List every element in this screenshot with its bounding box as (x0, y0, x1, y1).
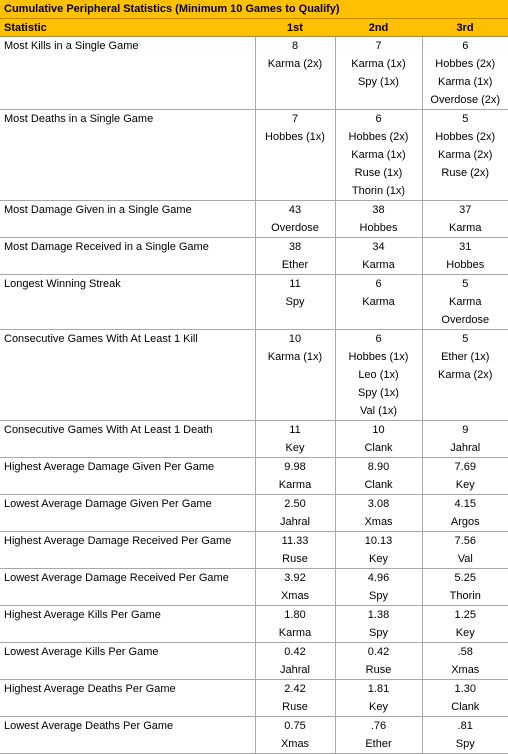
table-row (0, 110, 508, 201)
rank-first-cell (255, 330, 335, 421)
rank-third-cell (422, 238, 508, 275)
player-name: Key (336, 550, 422, 568)
rank-first-cell (255, 717, 335, 754)
stat-value: 8.90 (336, 458, 422, 476)
player-name: Clank (336, 439, 422, 457)
table-row (0, 37, 508, 110)
stat-value: 6 (336, 330, 422, 348)
player-name: Xmas (256, 587, 335, 605)
rank-second-cell (335, 495, 422, 532)
rank-first-cell (255, 532, 335, 569)
rank-second-cell (335, 275, 422, 330)
stat-value: 34 (336, 238, 422, 256)
rank-second-cell (335, 569, 422, 606)
rank-third-cell (422, 330, 508, 421)
header-3rd: 3rd (422, 19, 508, 37)
player-name: Karma (256, 476, 335, 494)
statistic-label: Most Deaths in a Single Game (0, 110, 255, 201)
stat-value: 0.42 (336, 643, 422, 661)
rank-first-cell (255, 606, 335, 643)
stat-value: 5 (423, 110, 508, 128)
player-name: Val (423, 550, 508, 568)
rank-second-cell (335, 330, 422, 421)
stat-value: .81 (423, 717, 508, 735)
rank-second-cell (335, 37, 422, 110)
rank-third-cell (422, 275, 508, 330)
rank-second-cell (335, 201, 422, 238)
player-name: Spy (336, 587, 422, 605)
player-name: Spy (256, 293, 335, 311)
rank-third-cell (422, 201, 508, 238)
stat-value: 7.56 (423, 532, 508, 550)
rank-first-cell (255, 680, 335, 717)
table-header (0, 19, 508, 37)
stat-value: 4.96 (336, 569, 422, 587)
stat-value: 6 (423, 37, 508, 55)
rank-second-cell (335, 680, 422, 717)
player-name: Spy (336, 624, 422, 642)
rank-third-cell (422, 606, 508, 643)
player-name: Spy (1x) (336, 73, 422, 91)
statistic-label: Longest Winning Streak (0, 275, 255, 330)
rank-second-cell (335, 532, 422, 569)
stat-value: .76 (336, 717, 422, 735)
rank-third-cell (422, 717, 508, 754)
rank-second-cell (335, 643, 422, 680)
stat-value: 1.80 (256, 606, 335, 624)
player-name: Key (336, 698, 422, 716)
player-name: Hobbes (1x) (256, 128, 335, 146)
stat-value: 11 (256, 421, 335, 439)
player-name: Ruse (256, 698, 335, 716)
stat-value: 3.92 (256, 569, 335, 587)
player-name: Hobbes (2x) (336, 128, 422, 146)
rank-third-cell (422, 110, 508, 201)
rank-first-cell (255, 495, 335, 532)
table-row (0, 458, 508, 495)
stat-value: 38 (256, 238, 335, 256)
stat-value: 4.15 (423, 495, 508, 513)
stats-table (0, 19, 508, 754)
player-name: Ruse (1x) (336, 164, 422, 182)
statistic-label: Most Kills in a Single Game (0, 37, 255, 110)
player-name: Hobbes (423, 256, 508, 274)
rank-first-cell (255, 421, 335, 458)
player-name: Xmas (423, 661, 508, 679)
stat-value: 5 (423, 275, 508, 293)
player-name: Karma (1x) (336, 55, 422, 73)
player-name: Overdose (2x) (423, 91, 508, 109)
rank-second-cell (335, 606, 422, 643)
player-name: Jahral (256, 513, 335, 531)
stat-value: 1.81 (336, 680, 422, 698)
header-1st: 1st (255, 19, 335, 37)
stat-value: 2.50 (256, 495, 335, 513)
player-name: Jahral (423, 439, 508, 457)
player-name: Hobbes (2x) (423, 128, 508, 146)
player-name: Ether (256, 256, 335, 274)
stat-value: 11.33 (256, 532, 335, 550)
rank-first-cell (255, 643, 335, 680)
player-name: Karma (1x) (336, 146, 422, 164)
player-name: Leo (1x) (336, 366, 422, 384)
rank-first-cell (255, 458, 335, 495)
player-name: Ruse (2x) (423, 164, 508, 182)
table-row (0, 717, 508, 754)
rank-second-cell (335, 421, 422, 458)
statistic-label: Lowest Average Deaths Per Game (0, 717, 255, 754)
rank-first-cell (255, 569, 335, 606)
header-statistic: Statistic (0, 19, 255, 37)
stat-value: 7 (256, 110, 335, 128)
stat-value: 2.42 (256, 680, 335, 698)
rank-third-cell (422, 495, 508, 532)
rank-third-cell (422, 532, 508, 569)
stat-value: 6 (336, 275, 422, 293)
stat-value: 0.75 (256, 717, 335, 735)
rank-first-cell (255, 275, 335, 330)
player-name: Karma (423, 219, 508, 237)
statistic-label: Most Damage Received in a Single Game (0, 238, 255, 275)
statistic-label: Most Damage Given in a Single Game (0, 201, 255, 238)
player-name: Karma (2x) (256, 55, 335, 73)
stat-value: 8 (256, 37, 335, 55)
stat-value: 5 (423, 330, 508, 348)
rank-first-cell (255, 238, 335, 275)
stat-value: 31 (423, 238, 508, 256)
statistic-label: Highest Average Kills Per Game (0, 606, 255, 643)
stat-value: 1.30 (423, 680, 508, 698)
player-name: Ruse (336, 661, 422, 679)
rank-second-cell (335, 717, 422, 754)
stat-value: 9 (423, 421, 508, 439)
statistic-label: Consecutive Games With At Least 1 Kill (0, 330, 255, 421)
player-name: Thorin (423, 587, 508, 605)
rank-third-cell (422, 458, 508, 495)
stat-value: 1.25 (423, 606, 508, 624)
player-name: Karma (336, 256, 422, 274)
rank-third-cell (422, 37, 508, 110)
player-name: Ether (1x) (423, 348, 508, 366)
rank-second-cell (335, 458, 422, 495)
stat-value: 9.98 (256, 458, 335, 476)
table-row (0, 569, 508, 606)
header-2nd: 2nd (335, 19, 422, 37)
rank-first-cell (255, 110, 335, 201)
player-name: Clank (423, 698, 508, 716)
sheet-title: Cumulative Peripheral Statistics (Minimum 10 Games to Qualify) (0, 0, 508, 19)
player-name: Karma (1x) (256, 348, 335, 366)
header-row (0, 19, 508, 37)
table-row (0, 532, 508, 569)
player-name: Key (256, 439, 335, 457)
stat-value: 7.69 (423, 458, 508, 476)
player-name: Overdose (423, 311, 508, 329)
stat-value: .58 (423, 643, 508, 661)
rank-first-cell (255, 201, 335, 238)
player-name: Ruse (256, 550, 335, 568)
stat-value: 10 (336, 421, 422, 439)
player-name: Karma (336, 293, 422, 311)
stat-value: 37 (423, 201, 508, 219)
player-name: Key (423, 476, 508, 494)
player-name: Karma (2x) (423, 366, 508, 384)
statistic-label: Highest Average Damage Given Per Game (0, 458, 255, 495)
player-name: Hobbes (1x) (336, 348, 422, 366)
stat-value: 3.08 (336, 495, 422, 513)
player-name: Karma (423, 293, 508, 311)
player-name: Spy (423, 735, 508, 753)
table-row (0, 330, 508, 421)
rank-third-cell (422, 569, 508, 606)
table-row (0, 680, 508, 717)
rank-third-cell (422, 421, 508, 458)
player-name: Karma (1x) (423, 73, 508, 91)
player-name: Argos (423, 513, 508, 531)
player-name: Val (1x) (336, 402, 422, 420)
stat-value: 43 (256, 201, 335, 219)
rank-first-cell (255, 37, 335, 110)
stat-value: 38 (336, 201, 422, 219)
stat-value: 7 (336, 37, 422, 55)
player-name: Thorin (1x) (336, 182, 422, 200)
rank-third-cell (422, 680, 508, 717)
player-name: Jahral (256, 661, 335, 679)
table-row (0, 495, 508, 532)
player-name: Karma (256, 624, 335, 642)
player-name: Key (423, 624, 508, 642)
stat-value: 6 (336, 110, 422, 128)
stat-value: 0.42 (256, 643, 335, 661)
player-name: Xmas (336, 513, 422, 531)
player-name: Overdose (256, 219, 335, 237)
rank-third-cell (422, 643, 508, 680)
table-row (0, 606, 508, 643)
statistic-label: Lowest Average Damage Received Per Game (0, 569, 255, 606)
stat-value: 10 (256, 330, 335, 348)
table-row (0, 275, 508, 330)
stat-value: 1.38 (336, 606, 422, 624)
player-name: Ether (336, 735, 422, 753)
statistic-label: Highest Average Deaths Per Game (0, 680, 255, 717)
statistic-label: Lowest Average Kills Per Game (0, 643, 255, 680)
player-name: Karma (2x) (423, 146, 508, 164)
rank-second-cell (335, 238, 422, 275)
player-name: Hobbes (336, 219, 422, 237)
statistic-label: Highest Average Damage Received Per Game (0, 532, 255, 569)
statistic-label: Consecutive Games With At Least 1 Death (0, 421, 255, 458)
rank-second-cell (335, 110, 422, 201)
table-body (0, 37, 508, 754)
stat-value: 5.25 (423, 569, 508, 587)
table-row (0, 201, 508, 238)
table-row (0, 421, 508, 458)
stat-value: 11 (256, 275, 335, 293)
player-name: Clank (336, 476, 422, 494)
player-name: Hobbes (2x) (423, 55, 508, 73)
player-name: Spy (1x) (336, 384, 422, 402)
table-row (0, 238, 508, 275)
table-row (0, 643, 508, 680)
player-name: Xmas (256, 735, 335, 753)
statistic-label: Lowest Average Damage Given Per Game (0, 495, 255, 532)
stat-value: 10.13 (336, 532, 422, 550)
